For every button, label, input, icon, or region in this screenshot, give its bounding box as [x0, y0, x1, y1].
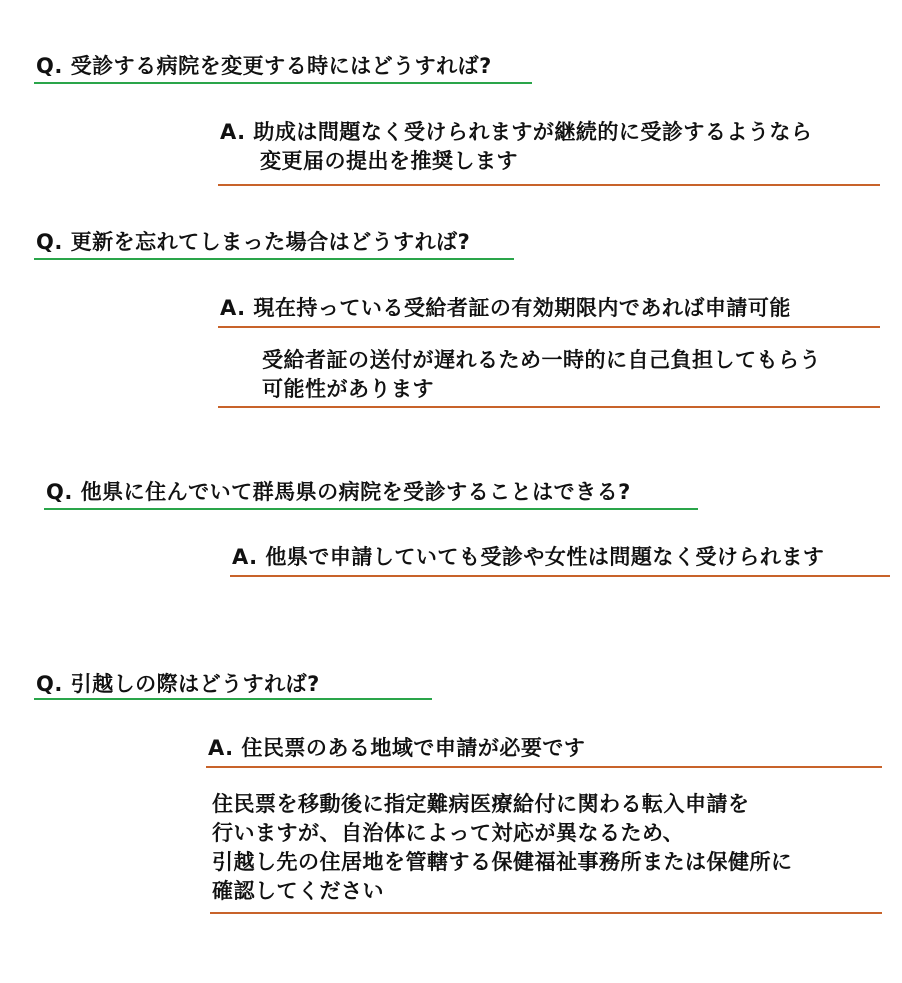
- faq-answer-4: A. 住民票のある地域で申請が必要です: [208, 736, 586, 760]
- answer-line: 受給者証の送付が遅れるため一時的に自己負担してもらう: [262, 348, 821, 372]
- answer-underline: [230, 575, 890, 577]
- faq-question-4: Q. 引越しの際はどうすれば?: [36, 672, 320, 696]
- faq-answer-1: [220, 118, 812, 176]
- answer-line: 変更届の提出を推奨します: [260, 149, 518, 173]
- question-underline: [44, 508, 698, 510]
- answer-underline: [218, 184, 880, 186]
- question-underline: [34, 258, 514, 260]
- faq-answer-2: A. 現在持っている受給者証の有効期限内であれば申請可能: [220, 296, 791, 320]
- faq-question-3: Q. 他県に住んでいて群馬県の病院を受診することはできる?: [46, 480, 631, 504]
- answer-underline: [210, 912, 882, 914]
- answer-underline: [206, 766, 882, 768]
- faq-question-2: Q. 更新を忘れてしまった場合はどうすれば?: [36, 230, 471, 254]
- question-underline: [34, 82, 532, 84]
- answer-line: 住民票を移動後に指定難病医療給付に関わる転入申請を: [212, 792, 750, 816]
- answer-line: 可能性があります: [262, 377, 434, 401]
- answer-line: 確認してください: [212, 879, 384, 903]
- faq-answer-2-note: [262, 346, 821, 404]
- faq-answer-3: A. 他県で申請していても受診や女性は問題なく受けられます: [232, 545, 825, 569]
- answer-line: 行いますが、自治体によって対応が異なるため、: [212, 821, 685, 845]
- faq-answer-4-note: [212, 790, 793, 906]
- answer-underline: [218, 406, 880, 408]
- answer-line: A. 助成は問題なく受けられますが継続的に受診するようなら: [220, 120, 813, 144]
- faq-question-1: Q. 受診する病院を変更する時にはどうすれば?: [36, 54, 492, 78]
- question-underline: [34, 698, 432, 700]
- answer-line: 引越し先の住居地を管轄する保健福祉事務所または保健所に: [212, 850, 793, 874]
- answer-underline: [218, 326, 880, 328]
